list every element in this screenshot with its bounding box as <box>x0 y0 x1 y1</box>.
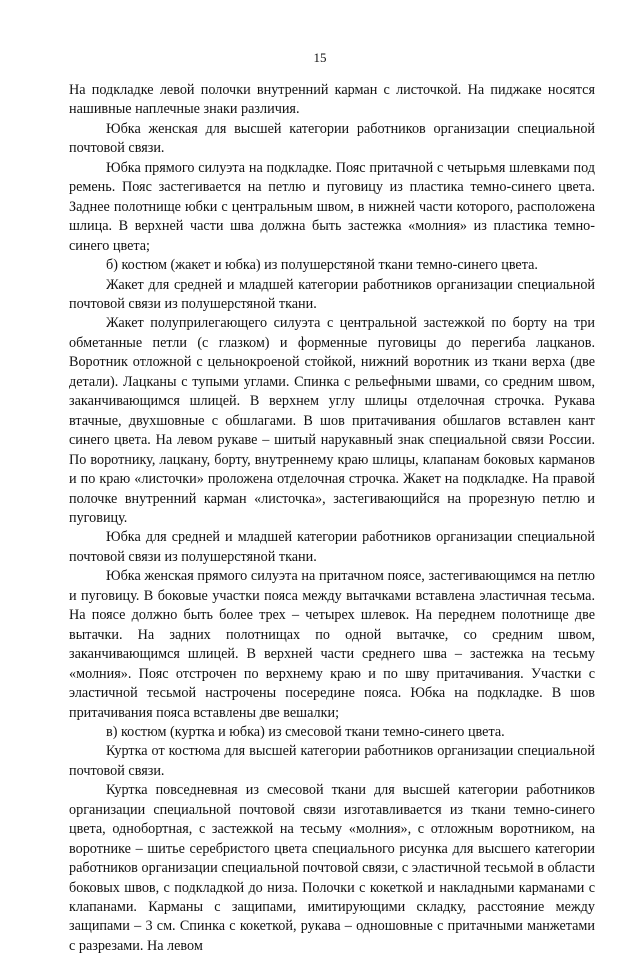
paragraph: в) костюм (куртка и юбка) из смесовой ткани темно-синего цвета. <box>106 723 505 740</box>
paragraph: Юбка женская для высшей категории работников организации специальной почтовой связи. <box>69 120 595 157</box>
paragraph: Куртка от костюма для высшей категории работников организации специальной почтовой связи. <box>69 743 595 779</box>
paragraph: Жакет полуприлегающего силуэта с центральной застежкой по борту на три обметанные петли (с глазком) и форменные пуговицы до перегиба лацканов. Воротник отложной с цельнокроеной стойкой, нижний воротник из ткани верха (две детали). Лацканы с тупыми углами. Спинка с рельефными швами, со средним швом, заканчивающимся шлицей. В верхнем углу шлицы отделочная строчка. Рукава втачные, двухшовные с обшлагами. В шов притачивания обшлагов вставлен кант синего цвета. На левом рукаве – шитый нарукавный знак специальной связи России. По воротнику, лацкану, борту, внутреннему краю шлицы, клапанам боковых карманов и по краю «листочки» проложена отделочная строчка. Жакет на подкладке. На правой полочке внутренний карман «листочка», застегивающийся на прорезную петлю и пуговицу. <box>69 315 595 526</box>
paragraph: Куртка повседневная из смесовой ткани для высшей категории работников организации специальной почтовой связи изготавливается из ткани темно-синего цвета, однобортная, с застежкой на тесьму «молния», с отложным воротником, на воротнике – шитье серебристого цвета специального рисунка для высшего категории работников организации специальной почтовой связи, с эластичной тесьмой в области боковых швов, с подкладкой до низа. Полочки с кокеткой и накладными карманами с клапанами. Карманы с защипами, имитирующими складку, расстояние между защипами – 3 см. Спинка с кокеткой, рукава – одношовные с притачными манжетами с разрезами. На левом <box>69 782 595 954</box>
paragraph: Юбка женская прямого силуэта на притачном поясе, застегивающимся на петлю и пуговицу. В боковые участки пояса между вытачками вставлена эластичная тесьма. На поясе должно быть более трех – четырех шлевок. На переднем полотнище две вытачки. На задних полотнищах по одной вытачке, со средним швом, заканчивающимся шлицей. В верхней части среднего шва – застежка на тесьму «молния». Пояс отстрочен по верхнему краю и по шву притачивания. Участки с эластичной тесьмой настрочены посередине пояса. Юбка на подкладке. В шов притачивания пояса вставлены две вешалки; <box>69 568 595 721</box>
page-number: 15 <box>313 50 327 65</box>
paragraph: Юбка для средней и младшей категории работников организации специальной почтовой связи из полушерстяной ткани. <box>69 529 595 565</box>
paragraph: На подкладке левой полочки внутренний карман с листочкой. На пиджаке носятся нашивные наплечные знаки различия. <box>69 82 595 118</box>
paragraph: Юбка прямого силуэта на подкладке. Пояс притачной с четырьмя шлевками под ремень. Пояс застегивается на петлю и пуговицу из пластика темно-синего цвета. Заднее полотнище юбки с центральным швом, в нижней части которого, расположена шлица. В верхней части шва должна быть застежка «молния» из пластика темно-синего цвета; <box>69 159 595 254</box>
paragraph: Жакет для средней и младшей категории работников организации специальной почтовой связи из полушерстяной ткани. <box>69 276 595 312</box>
document-body <box>69 81 595 956</box>
paragraph: б) костюм (жакет и юбка) из полушерстяной ткани темно-синего цвета. <box>106 257 538 274</box>
